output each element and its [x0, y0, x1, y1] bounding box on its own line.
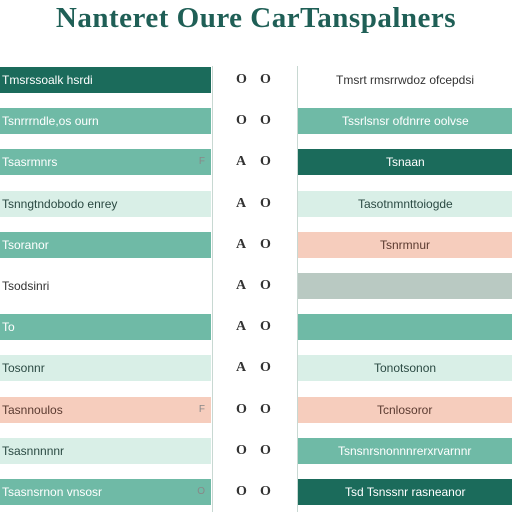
- rating-a: A: [236, 319, 247, 334]
- right-row-5: [298, 232, 512, 258]
- rating-a: O: [236, 402, 247, 417]
- rating-b: O: [260, 154, 271, 169]
- left-row-marker: F: [198, 404, 205, 415]
- rating-b: O: [260, 278, 271, 293]
- rating-b: O: [260, 319, 271, 334]
- left-row-3: [0, 149, 211, 175]
- right-row-10: [298, 438, 512, 464]
- left-row-7: [0, 314, 211, 340]
- mid-rating-8: [222, 355, 298, 381]
- mid-rating-10: [222, 438, 298, 464]
- rating-b: O: [260, 402, 271, 417]
- rating-a: A: [236, 360, 247, 375]
- left-row-8: [0, 355, 211, 381]
- rating-a: O: [236, 113, 247, 128]
- rating-a: O: [236, 72, 247, 87]
- rating-a: O: [236, 443, 247, 458]
- left-row-label: Tasnnoulos: [2, 403, 63, 417]
- right-row-7: [298, 314, 512, 340]
- rating-b: O: [260, 113, 271, 128]
- rating-a: A: [236, 154, 247, 169]
- rating-a: O: [236, 484, 247, 499]
- left-row-label: Tsasnsrnon vnsosr: [2, 485, 103, 499]
- right-row-2: [298, 108, 512, 134]
- right-row-3: [298, 149, 512, 175]
- right-row-8: [298, 355, 512, 381]
- left-row-2: [0, 108, 211, 134]
- mid-rating-3: [222, 149, 298, 175]
- right-row-6: [298, 273, 512, 299]
- right-row-1: [298, 67, 512, 93]
- rating-b: O: [260, 72, 271, 87]
- mid-rating-5: [222, 232, 298, 258]
- right-row-label: Tsnsnrsnonnnrerxrvarnnr: [338, 444, 472, 458]
- rating-a: A: [236, 278, 247, 293]
- left-row-5: [0, 232, 211, 258]
- rating-b: O: [260, 484, 271, 499]
- mid-rating-6: [222, 273, 298, 299]
- mid-rating-2: [222, 108, 298, 134]
- right-row-label: Tsnrmnur: [380, 238, 431, 252]
- left-row-11: [0, 479, 211, 505]
- left-row-6: [0, 273, 211, 299]
- left-row-label: Tsoranor: [2, 238, 49, 252]
- left-row-marker: F: [198, 156, 205, 167]
- left-row-9: [0, 397, 211, 423]
- column-divider-left: [212, 66, 213, 512]
- right-row-label: Tonotsonon: [374, 361, 437, 375]
- right-row-label: Tssrlsnsr ofdnrre oolvse: [342, 114, 469, 128]
- left-row-label: To: [2, 320, 15, 334]
- right-row-11: [298, 479, 512, 505]
- right-row-label: Tsnaan: [386, 155, 425, 169]
- right-row-label: Tmsrt rmsrrwdoz ofcepdsi: [336, 73, 475, 87]
- rating-a: A: [236, 237, 247, 252]
- left-row-1: [0, 67, 211, 93]
- mid-rating-4: [222, 191, 298, 217]
- right-row-9: [298, 397, 512, 423]
- right-row-4: [298, 191, 512, 217]
- left-row-marker: O: [197, 486, 205, 497]
- page-title: Nanteret Oure CarTanspalners: [55, 2, 457, 34]
- rating-b: O: [260, 237, 271, 252]
- mid-rating-11: [222, 479, 298, 505]
- left-row-label: Tosonnr: [2, 361, 45, 375]
- mid-rating-1: [222, 67, 298, 93]
- right-row-label: Tcnlosoror: [377, 403, 433, 417]
- right-row-label: Tasotnmnttoiogde: [358, 197, 453, 211]
- left-row-label: Tsnngtndobodo enrey: [2, 197, 118, 211]
- left-row-4: [0, 191, 211, 217]
- right-row-label: Tsd Tsnssnr rasneanor: [345, 485, 466, 499]
- left-row-10: [0, 438, 211, 464]
- mid-rating-9: [222, 397, 298, 423]
- rating-b: O: [260, 196, 271, 211]
- left-row-label: Tsasnnnnnr: [2, 444, 65, 458]
- left-row-label: Tsasrmnrs: [2, 155, 58, 169]
- left-row-label: Tsnrrrndle,os ourn: [2, 114, 99, 128]
- mid-rating-7: [222, 314, 298, 340]
- rating-a: A: [236, 196, 247, 211]
- rating-b: O: [260, 360, 271, 375]
- rating-b: O: [260, 443, 271, 458]
- left-row-label: Tmsrssoalk hsrdi: [2, 73, 93, 87]
- left-row-label: Tsodsinri: [2, 279, 50, 293]
